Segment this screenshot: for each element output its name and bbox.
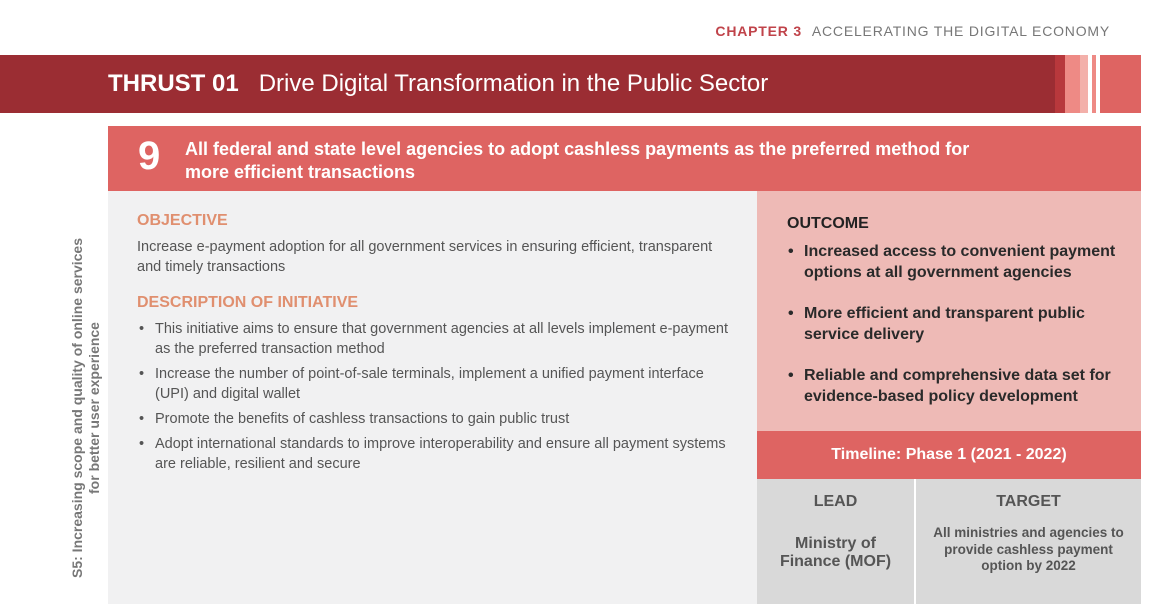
strategy-side-label: S5: Increasing scope and quality of online services for better user experience xyxy=(69,238,102,578)
decorative-stripe xyxy=(1055,55,1065,113)
chapter-title: ACCELERATING THE DIGITAL ECONOMY xyxy=(811,23,1110,39)
description-heading: DESCRIPTION OF INITIATIVE xyxy=(137,294,359,311)
initiative-header xyxy=(108,126,1141,191)
objective-heading: OBJECTIVE xyxy=(137,212,228,229)
outcome-item: • Reliable and comprehensive data set for evidence-based policy development xyxy=(787,365,1127,407)
initiative-number: 9 xyxy=(138,134,161,178)
objective-text: Increase e-payment adoption for all government services in ensuring efficient, transparent and timely transactions xyxy=(137,239,713,275)
target-panel xyxy=(916,479,1141,604)
chapter-header xyxy=(715,23,1110,39)
description-item: • Adopt international standards to improve interoperability and ensure all payment systems are reliable, resilient and secure xyxy=(137,434,737,474)
thrust-label: THRUST 01 xyxy=(108,70,239,97)
objective-panel xyxy=(108,191,757,604)
decorative-stripe xyxy=(1100,55,1141,113)
outcome-panel xyxy=(757,191,1141,431)
target-value: All ministries and agencies to provide cashless payment option by 2022 xyxy=(933,525,1124,573)
lead-panel xyxy=(757,479,914,604)
thrust-bar xyxy=(0,55,1055,113)
chapter-label: CHAPTER 3 xyxy=(715,23,802,39)
outcome-list xyxy=(787,241,1127,427)
target-heading: TARGET xyxy=(996,493,1061,510)
outcome-item: • More efficient and transparent public service delivery xyxy=(787,303,1127,345)
description-list xyxy=(137,319,737,479)
decorative-stripe xyxy=(1065,55,1080,113)
description-item: • Promote the benefits of cashless transactions to gain public trust xyxy=(137,409,737,429)
outcome-heading: OUTCOME xyxy=(787,215,869,232)
description-item: • This initiative aims to ensure that government agencies at all levels implement e-payment as the preferred transaction method xyxy=(137,319,737,359)
outcome-item: • Increased access to convenient payment options at all government agencies xyxy=(787,241,1127,283)
lead-value: Ministry of Finance (MOF) xyxy=(779,535,892,570)
timeline-bar: Timeline: Phase 1 (2021 - 2022) xyxy=(757,431,1141,479)
thrust-title: Drive Digital Transformation in the Public Sector xyxy=(258,70,769,97)
lead-heading: LEAD xyxy=(813,493,858,510)
initiative-title: All federal and state level agencies to adopt cashless payments as the preferred method for more efficient transactions xyxy=(185,139,970,182)
decorative-stripe xyxy=(1080,55,1088,113)
description-item: • Increase the number of point-of-sale terminals, implement a unified payment interface (UPI) and digital wallet xyxy=(137,364,737,404)
